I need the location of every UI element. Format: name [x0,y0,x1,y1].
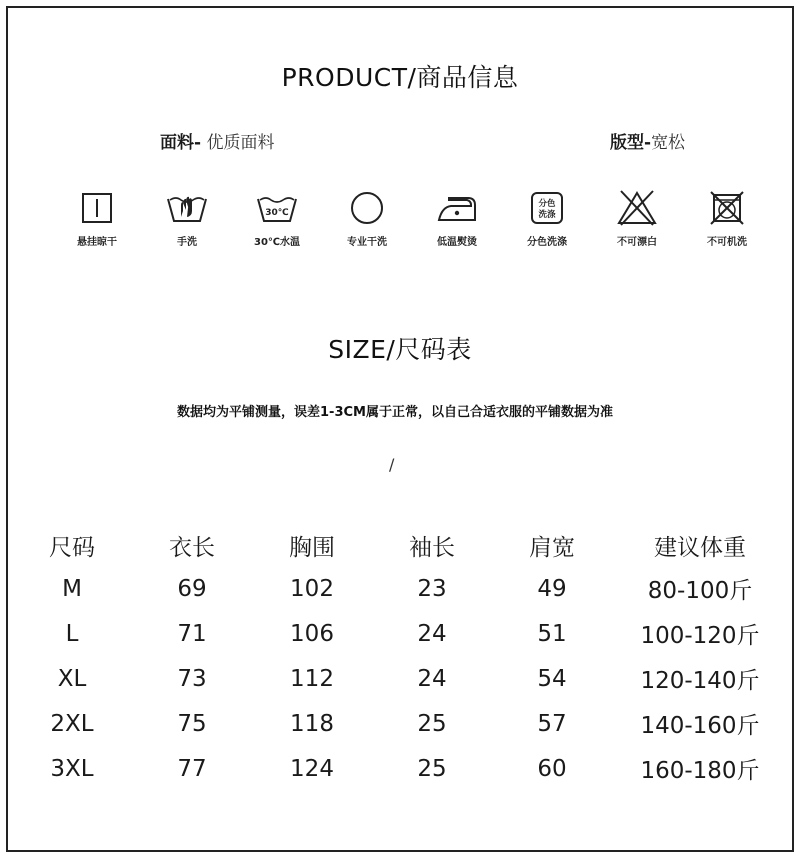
table-cell: 73 [177,665,207,692]
table-cell: 2XL [50,710,94,737]
low-temp-iron-icon [435,188,479,228]
professional-dry-clean-icon [345,188,389,228]
table-cell: 71 [177,620,207,647]
table-cell: XL [57,665,87,692]
fit-label: 版型- [610,133,652,153]
column-header: 衣长 [169,534,215,561]
measurement-note: 数据均为平铺测量，误差1-3CM属于正常，以自己合适衣服的平铺数据为准 [177,405,613,420]
column-header: 肩宽 [529,534,575,561]
column-header: 胸围 [289,534,335,561]
care-item [232,188,322,248]
care-label: 30℃水温 [253,237,301,248]
column-header: 建议体重 [654,534,746,561]
hand-wash-icon [165,188,209,228]
care-item [592,188,682,248]
care-label: 悬挂晾干 [77,237,117,248]
care-item [502,188,592,248]
table-cell: 24 [417,665,447,692]
care-label: 低温熨烫 [437,237,477,248]
table-cell: 25 [417,710,447,737]
fabric-label: 面料- [160,133,202,153]
table-cell: L [65,620,79,647]
table-cell: 24 [417,620,447,647]
care-label: 分色洗涤 [527,237,567,248]
fit-info [610,128,685,153]
table-row [12,656,788,701]
separate-wash-text-1: 分色 [538,199,556,209]
fit-value: 宽松 [651,133,686,153]
care-label: 手洗 [177,237,197,248]
care-label: 不可机洗 [707,237,747,248]
no-bleach-icon [615,188,659,228]
table-cell: 160-180斤 [640,758,760,784]
table-header-row [12,524,788,566]
separate-wash-icon [525,188,569,228]
care-instructions [52,188,772,248]
care-item [142,188,232,248]
table-cell: M [62,575,82,602]
fabric-info [160,128,274,153]
table-cell: 60 [537,755,567,782]
table-cell: 54 [537,665,567,692]
size-title: SIZE/尺码表 [328,335,472,364]
table-cell: 77 [177,755,207,782]
column-header: 袖长 [409,534,455,561]
separate-wash-text-2: 洗涤 [538,210,556,220]
hang-dry-icon [75,188,119,228]
table-cell: 102 [290,575,334,602]
table-row [12,566,788,611]
fabric-value: 优质面料 [201,133,275,153]
table-cell: 118 [290,710,334,737]
table-cell: 51 [537,620,567,647]
care-item [682,188,772,248]
table-cell: 3XL [50,755,94,782]
table-cell: 100-120斤 [640,623,760,649]
table-cell: 23 [417,575,447,602]
wash-temp-text: 30℃ [265,208,289,218]
table-cell: 75 [177,710,207,737]
table-cell: 49 [537,575,567,602]
care-item [322,188,412,248]
column-header: 尺码 [49,534,95,561]
table-cell: 106 [290,620,334,647]
table-row [12,746,788,791]
table-cell: 124 [290,755,334,782]
product-title: PRODUCT/商品信息 [281,63,519,92]
table-cell: 25 [417,755,447,782]
no-machine-wash-icon [705,188,749,228]
wash-30c-icon [255,188,299,228]
table-cell: 69 [177,575,207,602]
care-label: 不可漂白 [617,237,657,248]
table-cell: 120-140斤 [640,668,760,694]
care-item [412,188,502,248]
care-label: 专业干洗 [347,237,387,248]
table-row [12,611,788,656]
table-cell: 80-100斤 [647,578,753,604]
table-cell: 112 [290,665,334,692]
size-table [12,524,788,791]
table-cell: 140-160斤 [640,713,760,739]
table-row [12,701,788,746]
care-item [52,188,142,248]
table-cell: 57 [537,710,567,737]
separator: / [389,455,395,474]
